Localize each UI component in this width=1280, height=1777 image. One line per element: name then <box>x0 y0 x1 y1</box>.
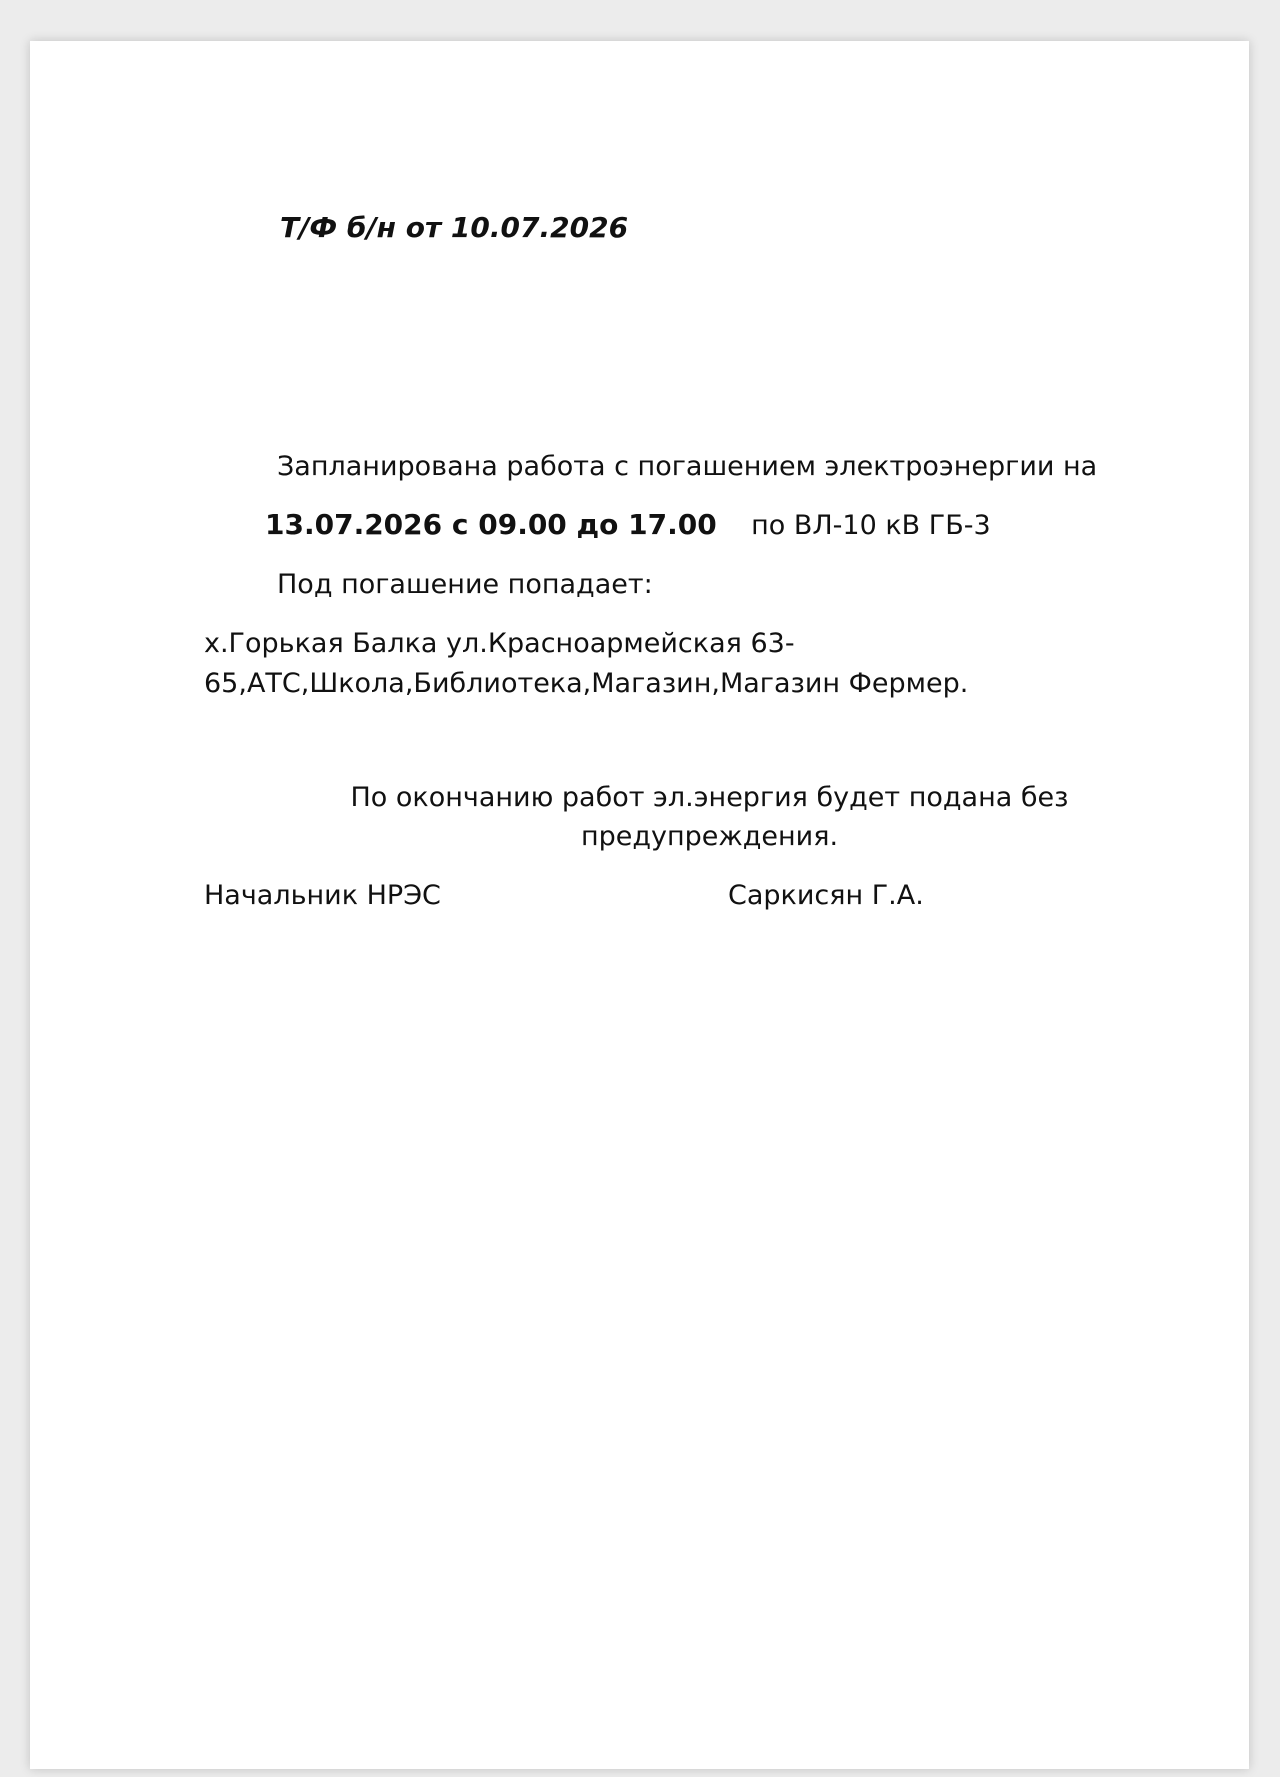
outage-intro-text: Запланирована работа с погашением электроэнергии на <box>277 451 1098 482</box>
affected-address-line: 65,АТС,Школа,Библиотека,Магазин,Магазин Фермер. <box>204 668 969 699</box>
affected-label: Под погашение попадает: <box>277 569 653 600</box>
outage-date-time: 13.07.2026 с 09.00 до 17.00 <box>265 508 717 541</box>
document-title: Т/Ф б/н от 10.07.2026 <box>280 211 629 244</box>
affected-address-line: х.Горькая Балка ул.Красноармейская 63- <box>204 628 795 659</box>
closing-note: предупреждения. <box>580 821 839 852</box>
signature-position: Начальник НРЭС <box>204 880 441 911</box>
outage-date-line <box>265 505 991 546</box>
signature-name: Саркисян Г.А. <box>728 880 924 911</box>
power-line-name: по ВЛ-10 кВ ГБ-3 <box>751 510 991 541</box>
closing-note: По окончанию работ эл.энергия будет подана без <box>350 782 1069 813</box>
document-page <box>30 41 1249 1769</box>
